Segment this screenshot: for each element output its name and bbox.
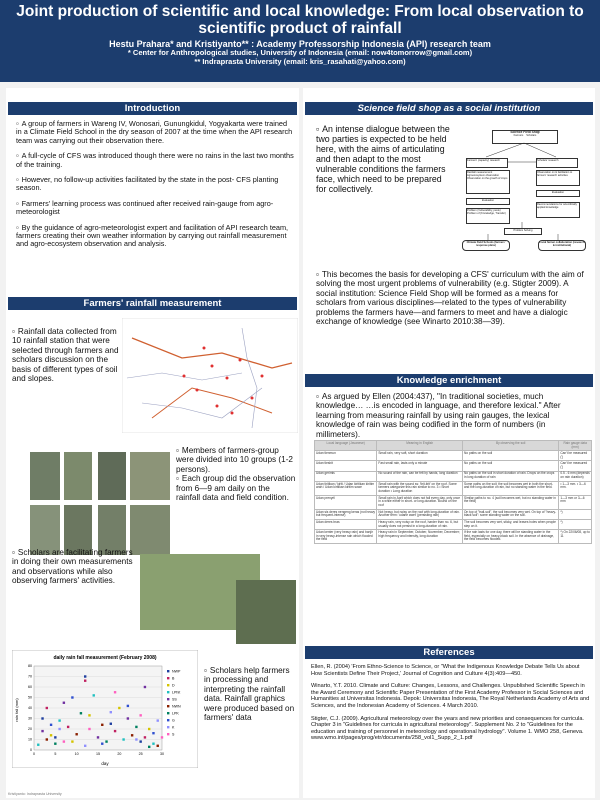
- rainfall-chart: [12, 650, 198, 768]
- chart-legend-label: B: [172, 676, 175, 681]
- chart-legend-label: S: [172, 732, 175, 737]
- chart-point: [41, 717, 43, 719]
- chart-title: daily rain fall measurement (February 2008): [53, 655, 157, 661]
- chart-point: [157, 719, 159, 721]
- chart-point: [63, 702, 65, 704]
- table-cell: No sound of the rain, can be felt by hands, long duration: [377, 471, 463, 481]
- field-shop-diagram: [458, 124, 592, 264]
- map-station: [211, 365, 214, 368]
- table-body: [315, 451, 592, 544]
- table-cell: Udan kenter (very heavy rain) and banjir in very heavy-intense rain which flooded the field: [315, 530, 377, 544]
- references-body: [311, 664, 591, 742]
- diagram-arrow: [486, 143, 524, 157]
- chart-point: [101, 743, 103, 745]
- chart-legend-swatch: [167, 684, 169, 686]
- chart-xtick-label: 15: [96, 752, 100, 756]
- table-cell: Udan tiritikan / kiriti / Udan kiritikan kiritim arah / Udan kiritikan kiritim suwe: [315, 481, 377, 495]
- diagram-top-left: Farmers: [513, 134, 524, 137]
- table-cell: *) On 22/06/08, up to 11: [559, 530, 592, 544]
- chart-legend-label: LPhit: [172, 690, 181, 695]
- farmers-p4: [12, 548, 137, 586]
- map-station: [183, 375, 186, 378]
- table-cell: The soil becomes very wet, sticky, and leaves holes when people step on it.: [463, 519, 559, 529]
- fieldshop-p1: [316, 124, 450, 194]
- table-cell: Udan tlesbit: [315, 461, 377, 471]
- chart-point: [122, 738, 124, 740]
- rain-terms-table-wrap: [314, 440, 592, 544]
- table-row: [315, 509, 592, 519]
- chart-xtick-label: 0: [33, 752, 35, 756]
- table-row: [315, 451, 592, 461]
- chart-point: [139, 740, 141, 742]
- chart-point: [161, 736, 163, 738]
- chart-point: [139, 714, 141, 716]
- chart-legend-label: D: [172, 683, 175, 688]
- chart-xtick-label: 20: [117, 752, 122, 756]
- chart-point: [67, 726, 69, 728]
- chart-ytick-label: 30: [28, 716, 32, 721]
- chart-legend-swatch: [167, 726, 169, 728]
- intro-p1: ▫ A group of farmers in Wareng IV, Wonosari, Gunungkidul, Yogyakarta were trained in a Climate Field School in the dry season of 2007 at the time when the API research team was carrying out their observation there.: [16, 120, 294, 145]
- chart-point: [144, 686, 146, 688]
- chart-legend-swatch: [167, 733, 169, 735]
- poster-header: [0, 0, 600, 82]
- map-station: [216, 405, 219, 408]
- table-header-cell: Rain gauge data (mm): [559, 441, 592, 451]
- chart-point: [148, 728, 150, 730]
- chart-legend-swatch: [167, 698, 169, 700]
- intro-p3: ▫ However, no follow-up activities facilitated by the state in the post- CFS planting season.: [16, 176, 294, 193]
- table-header-cell: Local language (Javanese): [315, 441, 377, 451]
- rainfall-station-map: [122, 318, 298, 433]
- table-cell: Udan gerimis: [315, 471, 377, 481]
- chart-ytick-label: 20: [28, 727, 32, 732]
- chart-point: [97, 736, 99, 738]
- chart-legend-swatch: [167, 670, 169, 672]
- chart-point: [84, 675, 86, 677]
- chart-point: [127, 705, 129, 707]
- chart-xlabel: day: [101, 761, 109, 766]
- table-cell: No paths on the soil in short duration of rain. Drops on the crops in long duration of rain: [463, 471, 559, 481]
- photo-rain-gauge-2: [64, 452, 92, 500]
- diagram-left-item: Rainfall measurement: [467, 171, 493, 174]
- affiliation-2: ** Indraprasta University (email: kris_rasahati@yahoo.com): [194, 56, 406, 66]
- chart-point: [88, 714, 90, 716]
- farmers-p3: ▫ Each group did the observation from 6—9 am daily on the rainfall data and field condition.: [176, 474, 296, 502]
- reference-1: Ellen, R. (2004) 'From Ethno-Science to Science, or "What the Indigenous Knowledge Debate Tells Us about How Scientists Define Their Project,' Journal of Cognition and Culture 4(3):409—450.: [311, 664, 580, 677]
- table-row: [315, 530, 592, 544]
- table-row: [315, 461, 592, 471]
- chart-point: [114, 730, 116, 732]
- table-cell: Small rain in April which does not fall every day, only once in a while either in short- or long-duration. Bound on the roof: [377, 495, 463, 509]
- farmers-heading: Farmers' rainfall measurement: [8, 297, 297, 310]
- chart-point: [58, 728, 60, 730]
- chart-legend-label: G: [172, 718, 175, 723]
- chart-point: [88, 728, 90, 730]
- map-station: [226, 377, 229, 380]
- chart-ylabel: rain fall (mm): [14, 698, 19, 722]
- chart-legend-swatch: [167, 712, 169, 714]
- fieldshop-p1-text: ▫ An intense dialogue between the two parties is expected to be held here, with the aims of articulating and then adapt to the most vulnerable conditions the farmers face, which need to be prepared for collectively.: [316, 124, 450, 194]
- poster-title: Joint production of scientific and local knowledge: From local observation to scientific product of rainfall: [16, 3, 584, 37]
- table-cell: No paths on the soil: [463, 451, 559, 461]
- chart-point: [84, 745, 86, 747]
- knowledge-p1-text: ▫ As argued by Ellen (2004:437), "In traditional societies, much knowledge… …is encoded in language, and therefore lexical." After learning from measuring rainfall by using rain gauges, the lexical knowledge of rain was being codified in the form of numbers (in millimeters).: [316, 392, 561, 439]
- chart-point: [152, 743, 154, 745]
- table-cell: Udan sis deres nengeng keras (not heavy but frequent-intense): [315, 509, 377, 519]
- chart-point: [63, 740, 65, 742]
- diagram-arrow: [524, 143, 556, 157]
- chart-point: [105, 740, 107, 742]
- table-cell: Some paths on the soil; the soil becomes wet in both the short- and the long-duration of rain, but no standing water in the field.: [463, 481, 559, 495]
- chart-xtick-label: 25: [138, 752, 143, 756]
- chart-point: [110, 711, 112, 713]
- chart-xtick-label: 10: [74, 752, 79, 756]
- chart-legend-swatch: [167, 705, 169, 707]
- chart-legend-swatch: [167, 691, 169, 693]
- chart-ytick-label: 40: [28, 706, 32, 711]
- diagram-cfs-oval: Climate Field Schools (farmers' response plans): [462, 240, 510, 251]
- chart-point: [148, 746, 150, 748]
- farmers-p4-text: ▫ Scholars are facilitating farmers in doing their own measurements and observations while also observing farmers' activities.: [12, 548, 133, 585]
- chart-point: [46, 707, 48, 709]
- chart-point: [50, 724, 52, 726]
- diagram-scholars-box: Scholars' research: [536, 158, 578, 168]
- chart-point: [157, 745, 159, 747]
- map-frame: [122, 318, 298, 433]
- chart-point: [152, 732, 154, 734]
- table-cell: Fast small rain, lasts only a minute: [377, 461, 463, 471]
- diagram-top-right: Scholars: [526, 134, 537, 137]
- chart-point: [93, 694, 95, 696]
- diagram-eval-left: Evaluation: [466, 198, 510, 205]
- rain-terms-table: [314, 440, 592, 544]
- chart-legend-label: NWP: [172, 669, 181, 674]
- farmers-p5: [204, 666, 298, 722]
- chart-point: [118, 707, 120, 709]
- intro-heading: Introduction: [8, 102, 297, 115]
- chart-point: [80, 712, 82, 714]
- chart-point: [50, 734, 52, 736]
- diagram-recommendations-box: Recommendations for scientifically applied knowledge: [536, 202, 580, 218]
- chart-ytick-label: 50: [28, 695, 32, 700]
- table-cell: • 1—3 mm. • 3—6 mm.: [559, 481, 592, 495]
- chart-point: [54, 743, 56, 745]
- intro-p4: ▫ Farmers' learning process was continued after received rain-gauge from agro-meteorologist: [16, 200, 294, 217]
- map-station: [196, 389, 199, 392]
- map-station: [203, 347, 206, 350]
- diagram-eval-right: Evaluation: [536, 190, 580, 197]
- photo-rain-gauge-4: [130, 452, 170, 500]
- diagram-title: Science Field Shop: [510, 130, 540, 134]
- chart-point: [71, 696, 73, 698]
- chart-ytick-label: 0: [30, 748, 32, 753]
- intro-p2: ▫ A full-cycle of CFS was introduced though there were no rains in the last two months of the training.: [16, 152, 294, 169]
- chart-point: [71, 740, 73, 742]
- chart-plot-area: [28, 664, 181, 756]
- table-cell: No paths on the soil: [463, 461, 559, 471]
- reference-3: Stigter, C.J. (2009). Agricultural meteorology over the years and new priorities and consequences for curricula. Chapter 3 in "Guidelines for curricula in agricultural meteorology". Supplement No. 2 to "Guidelines for the education and training of personnel in meteorology and operational hydrology". Volume 1. WMO 258, Geneva. www.wmo.int/pages/prog/etr/documents/258_vol1_Supp_2_1.pdf: [311, 715, 584, 742]
- affiliation-1: * Center for Anthropological studies, University of Indonesia (email: now4tomorrow@gmail.com): [127, 48, 473, 57]
- diagram-right-list: Observation on & facilitation to farmers' research activities: [536, 170, 580, 186]
- chart-point: [127, 717, 129, 719]
- chart-legend-label: K: [172, 725, 175, 730]
- table-cell: Udan deres bras: [315, 519, 377, 529]
- diagram-arrows: [458, 124, 592, 264]
- map-station: [231, 412, 234, 415]
- references-heading: References: [305, 646, 593, 659]
- chart-legend-label: NWN: [172, 704, 181, 709]
- chart-point: [58, 719, 60, 721]
- chart-point: [75, 733, 77, 735]
- table-cell: Udan tlenmun: [315, 451, 377, 461]
- chart-point: [101, 724, 103, 726]
- table-cell: Not heavy, but noisy on the roof with long-duration of rain. Another term: 'udane awet' (persisting rain): [377, 509, 463, 519]
- table-cell: Can't be measured ('): [559, 451, 592, 461]
- photo-scholars-facilitating: [236, 580, 296, 644]
- chart-point: [41, 730, 43, 732]
- farmers-p5-text: ▫ Scholars help farmers in processing and interpreting the rainfall data. Rainfall graphics were produced based on farmers' data: [204, 666, 294, 722]
- table-cell: On top of "trail-soil", the soil becomes very wet. On top of "heavy-black soil": some standing water on the soil.: [463, 509, 559, 519]
- fieldshop-p2: [316, 270, 588, 326]
- table-cell: 1—3 mm or 3—6 mm: [559, 495, 592, 509]
- chart-point: [54, 736, 56, 738]
- chart-xtick-label: 5: [54, 752, 57, 756]
- chart-xtick-label: 30: [160, 752, 164, 756]
- chart-point: [37, 744, 39, 746]
- table-row: [315, 495, 592, 509]
- chart-legend-label: LPK: [172, 711, 179, 716]
- chart-legend-label: SS: [172, 697, 177, 702]
- intro-body: [16, 120, 294, 249]
- farmers-p2: ▫ Members of farmers-group were divided into 10 groups (1-2 persons).: [176, 446, 296, 474]
- table-cell: Heavy rain, very noisy on the roof, harder than no. 6, but usually does not persist in a long-duration of rain.: [377, 519, 463, 529]
- diagram-problem-solving: Problem Solving: [504, 228, 542, 235]
- table-header-row: [315, 441, 592, 451]
- table-row: [315, 519, 592, 529]
- table-cell: 0.5 - 6 mm (depends on rain duration): [559, 471, 592, 481]
- chart-point: [110, 723, 112, 725]
- photo-rain-gauge-1: [30, 452, 60, 500]
- table-cell: Small rain with the sound ss: 'tirit-tirit' on the roof. Some farmers categorize this rain similar to no. 3 • Short duration • Long duration: [377, 481, 463, 495]
- chart-point: [84, 680, 86, 682]
- chart-ytick-label: 10: [28, 737, 32, 742]
- chart-point: [114, 691, 116, 693]
- chart-point: [135, 726, 137, 728]
- table-header-cell: By observing the soil: [463, 441, 559, 451]
- diagram-farmers-box: Farmers' (capacity) research: [466, 158, 508, 168]
- knowledge-heading: Knowledge enrichment: [305, 374, 593, 387]
- fieldshop-p2-text: ▫ This becomes the basis for developing a CFS' curriculum with the aim of solving the most urgent problems of vulnerability (e.g. Stigter 2009). A social institution: Science Field Shop will be formed as a means for scholars from various disciplines—related to the types of vulnerability problems the farmers have—and farmers to meet and have a dialogic exchange of knowledge (see Winarto 2010:38—39).: [316, 270, 584, 326]
- chart-point: [46, 738, 48, 740]
- fieldshop-heading: Science field shop as a social institution: [305, 102, 593, 115]
- table-cell: *): [559, 519, 592, 529]
- diagram-left-item: Observation on the growth of crops: [467, 177, 508, 180]
- table-row: [315, 481, 592, 495]
- table-cell: Udan prenyril: [315, 495, 377, 509]
- table-cell: Small rain, very soft, short duration: [377, 451, 463, 461]
- intro-p5: ▫ By the guidance of agro-meteorologist expert and facilitation of API research team, farmers creating their own weather information by carrying out rainfall measurement and agro-ecosystem observation and analysis.: [16, 224, 294, 249]
- knowledge-p1: [316, 392, 586, 439]
- reference-2: Winarto, Y.T. 2010. Climate and Culture: Changes, Lessons, and Challenges. Unpublished Scientific Speech in the Award Ceremony and Scientific Paper Presentation of the First Academy Professor in Social Sciences and Humanities at Universitas Indonesia. Depok: Universitas Indonesia, The Royal Netherlands Academy of Arts and Sciences, and the Indonesian Academy of Sciences. 4 March 2010.: [311, 683, 590, 709]
- chart-point: [131, 734, 133, 736]
- map-station: [251, 397, 254, 400]
- table-row: [315, 471, 592, 481]
- table-header-cell: Meaning in English: [377, 441, 463, 451]
- left-footer: Kristiyanto: Indraprasta University: [8, 792, 62, 796]
- chart-ytick-label: 80: [28, 664, 32, 669]
- diagram-problem-box: Problem (Vulnerability, pests) Problem of (Knowledge, Transfer): [466, 208, 510, 224]
- diagram-left-item: Agroecosystem observation: [467, 174, 500, 177]
- farmers-p2-p3: [176, 446, 296, 502]
- chart-ytick-label: 60: [28, 685, 32, 690]
- diagram-collab-oval: Local farmer collaboration (research & institutional): [538, 240, 586, 251]
- chart-point: [144, 736, 146, 738]
- map-station: [239, 359, 242, 362]
- chart-legend-swatch: [167, 719, 169, 721]
- chart-legend-swatch: [167, 677, 169, 679]
- table-cell: *): [559, 509, 592, 519]
- table-cell: Heavy rain in September, October, November, December; high frequency and intensity, long duration: [377, 530, 463, 544]
- table-cell: Can't be measured ('): [559, 461, 592, 471]
- poster-authors: Hestu Prahara* and Kristiyanto** : Academy Professorship Indonesia (API) research team: [109, 39, 491, 49]
- chart-point: [135, 738, 137, 740]
- map-station: [261, 375, 264, 378]
- chart-ytick-label: 70: [28, 674, 32, 679]
- farmers-p1: [12, 327, 122, 383]
- farmers-p1-text: ▫ Rainfall data collected from 10 rainfall station that were selected through farmers and scholars discussion on the basis of different types of soil and slopes.: [12, 327, 119, 383]
- table-cell: Similar paths to no. 4 (soil becomes wet, but no standing water in the field): [463, 495, 559, 509]
- table-cell: If the rain lasts for one day, there will be standing water in the field, especially on heavy-black soil. In the absence of drainage, the field becomes flooded.: [463, 530, 559, 544]
- photo-rain-gauge-3: [98, 452, 126, 500]
